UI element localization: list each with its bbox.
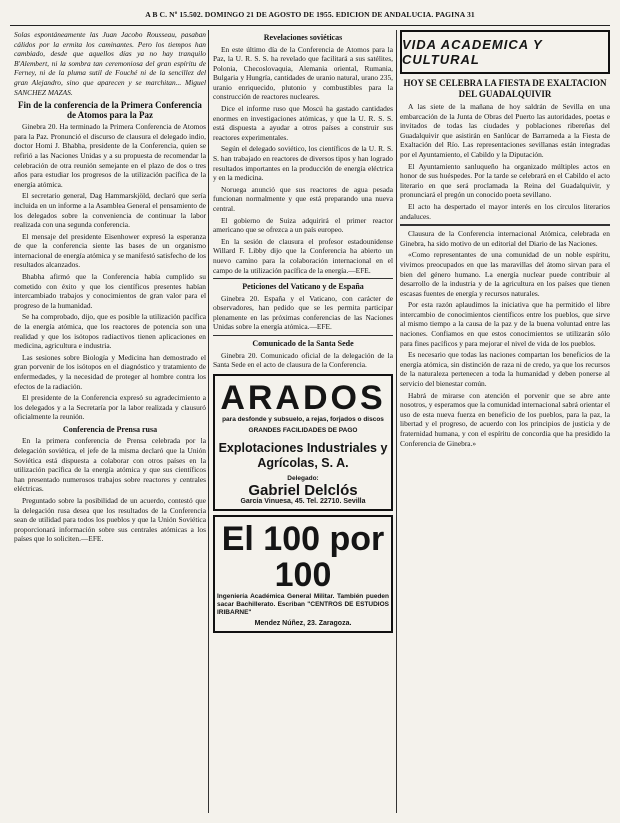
paragraph: En la primera conferencia de Prensa celebrada por la delegación soviética, el jefe de la misma declaró que la Unión Soviética está dispuesta a colaborar con otros países en la utilización pacífica de la energía atómica y que sus científicos han presentado numerosos trabajos sobre reactores y centrales eléctricas. [14, 436, 206, 494]
section-subtitle: Conferencia de Prensa rusa [62, 424, 158, 434]
page-header: A B C. Nº 15.502. DOMINGO 21 DE AGOSTO DE 1955. EDICION DE ANDALUCIA. PAGINA 31 [145, 10, 475, 19]
paragraph: Clausura de la Conferencia internacional Atómica, celebrada en Ginebra, ha sido motivo de un editorial del Diario de las Naciones. [400, 229, 610, 248]
column-divider [396, 30, 397, 813]
ad-delegate: Gabriel Delclós [248, 481, 358, 499]
paragraph: Las sesiones sobre Biología y Medicina han demostrado el gran porvenir de los isótopos en el diagnóstico y tratamiento de enfermedades, y la necesidad de proteger al hombre contra los efectos de la radiación. [14, 352, 206, 391]
section-banner: VIDA ACADEMICA Y CULTURAL [400, 30, 610, 74]
ad-delegate-label: Delegado: [287, 474, 319, 482]
paragraph: Habrá de mirarse con atención el porvenir que se abre ante nosotros, y esperamos que la comunidad internacional sabrá orientar el uso de esta nueva fuerza en beneficio de los pueblos, para la paz, la libertad y el progreso, de acuerdo con los principios de justicia y de fraternidad humana, y con el espíritu de concordia que ha presidido la Conferencia de Ginebra.» [400, 390, 610, 448]
paragraph: A las siete de la mañana de hoy saldrán de Sevilla en una embarcación de la Junta de Obras del Puerto las autoridades, poetas e invitados de todas las ciudades y poblaciones ribereñas del Guadalquivir que asistirán en Sanlúcar de Barrameda a la Fiesta de Exaltación del Río. Las representaciones sevillanas están integradas por el Ayuntamiento, el Cabildo y la Diputación. [400, 102, 610, 159]
paragraph: Ginebra 20. España y el Vaticano, con carácter de observadores, han pedido que se les permita participar plenamente en las próximas conferencias de las Naciones Unidas sobre la energía atómica.—EFE. [213, 293, 393, 332]
paragraph: «Como representantes de una comunidad de un noble espíritu, vivimos preocupados en que las maravillas del átomo sirvan para el bien del género humano. La energía nuclear puede contribuir al desarrollo de la industria y de la agricultura en los países que tienen escasas fuentes de energía y recursos naturales. [400, 250, 610, 298]
header-rule [10, 25, 610, 26]
paragraph: Dice el informe ruso que Moscú ha gastado cantidades enormes en investigaciones atómicas, y que la U. R. S. S. está dispuesta a ayudar a otros países a construir sus reactores experimentales. [213, 104, 393, 142]
article-title: Revelaciones soviéticas [263, 33, 343, 42]
ad-line: para desfonde y subsuelo, a rejas, forjados o discos [222, 415, 384, 423]
paragraph: Ginebra 20. Ha terminado la Primera Conferencia de Atomos para la Paz. Pronunció el discurso de clausura el delegado indio, doctor Homi J. Bhabha, presidente de la Conferencia, quien se refirió a las Naciones Unidas y a su propuesta de recomendar la celebración de otra reunión semejante en el plazo de dos o tres años para estudiar los progresos de la utilización pacífica de la energía atómica. [14, 122, 206, 189]
ad-address: Mendez Núñez, 23. Zaragoza. [254, 619, 352, 627]
advertisement-arados [213, 374, 393, 511]
paragraph: En la sesión de clausura el profesor estadounidense Willard F. Libby dijo que la Conferencia ha abierto un nuevo camino para la colaboración internacional en el campo de la utilización pacífica de la energía.—EFE. [213, 236, 393, 275]
column-divider [208, 30, 209, 813]
column-right [400, 30, 610, 815]
ad-line: GRANDES FACILIDADES DE PAGO [248, 426, 358, 434]
divider [213, 278, 393, 279]
article-title: Peticiones del Vaticano y de España [242, 282, 364, 292]
paragraph: El mensaje del presidente Eisenhower expresó la esperanza de que la conferencia siente las bases de un organismo internacional de energía atómica y se manifestó satisfecho de los resultados alcanzados. [14, 231, 206, 270]
divider [213, 335, 393, 336]
article-title: HOY SE CELEBRA LA FIESTA DE EXALTACION DEL GUADALQUIVIR [403, 78, 607, 99]
paragraph: El gobierno de Suiza adquirirá el primer reactor americano que se ofrezca a un país europeo. [213, 215, 393, 235]
column-left [14, 30, 206, 815]
paragraph: Según el delegado soviético, los científicos de la U. R. S. S. han trabajado en reactores de diversos tipos y han logrado resultados importantes en la producción de energía eléctrica y en la medicina. [213, 144, 393, 183]
paragraph: El acto ha despertado el mayor interés en los círculos literarios andaluces. [400, 201, 610, 221]
divider [400, 224, 610, 226]
article-title: Fin de la conferencia de la Primera Conferencia de Atomos para la Paz [18, 100, 202, 121]
paragraph: El Ayuntamiento sanluqueño ha organizado múltiples actos en honor de sus huéspedes. Por la tarde se celebrará en el Cabildo el acto literario en que será proclamada la Reina del Guadalquivir, y pronunciará el pregón un conocido poeta sevillano. [400, 161, 610, 200]
ad-company: Explotaciones Industriales y Agrícolas, S. A. [218, 440, 388, 470]
paragraph: El presidente de la Conferencia expresó su agradecimiento a los delegados y a la Secretaría por la labor realizada y clausuró oficialmente la reunión. [14, 393, 206, 422]
ad-address: García Vinuesa, 45. Tel. 22710. Sevilla [240, 497, 366, 505]
paragraph: Ginebra 20. Comunicado oficial de la delegación de la Santa Sede en el acto de clausura de la Conferencia. [213, 350, 393, 370]
paragraph: Noruega anunció que sus reactores de agua pesada funcionan normalmente y que está preparando una nueva central. [213, 184, 393, 213]
paragraph: Preguntado sobre la posibilidad de un acuerdo, contestó que la delegación rusa desea que los resultados de la Conferencia sean de utilidad para todos los pueblos y que la Unión Soviética proporcionará información sobre sus centrales atómicas a los países que lo soliciten.—EFE. [14, 496, 206, 544]
paragraph: En este último día de la Conferencia de Atomos para la Paz, la U. R. S. S. ha revelado que facilitará a sus satélites, Polonia, Checoslovaquia, Alemania oriental, Rumania, Bulgaria y Hungría, cantidades de uranio natural, urano 235, uranio enriquecido, plutonio y combustibles para la construcción de reactores nucleares. [213, 44, 393, 102]
article-title: Comunicado de la Santa Sede [252, 339, 354, 349]
ad-headline: El 100 por 100 [221, 519, 385, 594]
paragraph: Es necesario que todas las naciones compartan los beneficios de la energía atómica, sin distinción de raza ni de credo, ya que los recursos de la naturaleza pertenecen a toda la humanidad y deben ponerse al servicio del bienestar común. [400, 350, 610, 389]
column-middle [213, 30, 393, 815]
ad-brand: ARADOS [220, 378, 386, 417]
ad-text: Ingeniería Académica General Militar. También pueden sacar Bachillerato. Escriban "CENTROS DE ESTUDIOS IRIBARNE" [217, 592, 389, 616]
advertisement-iribarne [213, 515, 393, 633]
paragraph: El secretario general, Dag Hammarskjöld, declaró que sería incluida en un informe a la Asamblea General el pensamiento de los delegados sobre la conveniencia de continuar la labor realizada con una segunda conferencia. [14, 191, 206, 230]
paragraph: Bhabha afirmó que la Conferencia había cumplido su cometido con éxito y que los científicos presentes habían intercambiado trabajos y conocimientos de gran valor para el progreso de la humanidad. [14, 272, 206, 310]
paragraph: Se ha comprobado, dijo, que es posible la utilización pacífica de la energía atómica, que los reactores de potencia son una realidad y que los isótopos radiactivos tienen aplicaciones en medicina, agricultura e industria. [14, 312, 206, 351]
paragraph: Por esta razón aplaudimos la iniciativa que ha permitido el libre intercambio de conocimientos científicos entre los pueblos, que sirve al mismo tiempo a la causa de la paz y de la buena voluntad entre las naciones. Confiamos en que estos conocimientos se utilizarán sólo para fines pacíficos y para mejorar el nivel de vida de los pueblos. [400, 300, 610, 348]
intro-paragraph: Solas espontáneamente las Juan Jacobo Rousseau, pasaban cálidos por la ermita los caminantes. Pero los tiempos han cambiado, desde que aquellos días ya no hay tranquilo B'Alembert, ni la sombra tan ceremoniosa del gran espíritu de Ferney, ni de la pluma sutil de Fouché ni de la sencillez del gran Alejandro, sino que aparecen y se marchitan... Miguel SANCHEZ MAZAS. [14, 30, 206, 97]
